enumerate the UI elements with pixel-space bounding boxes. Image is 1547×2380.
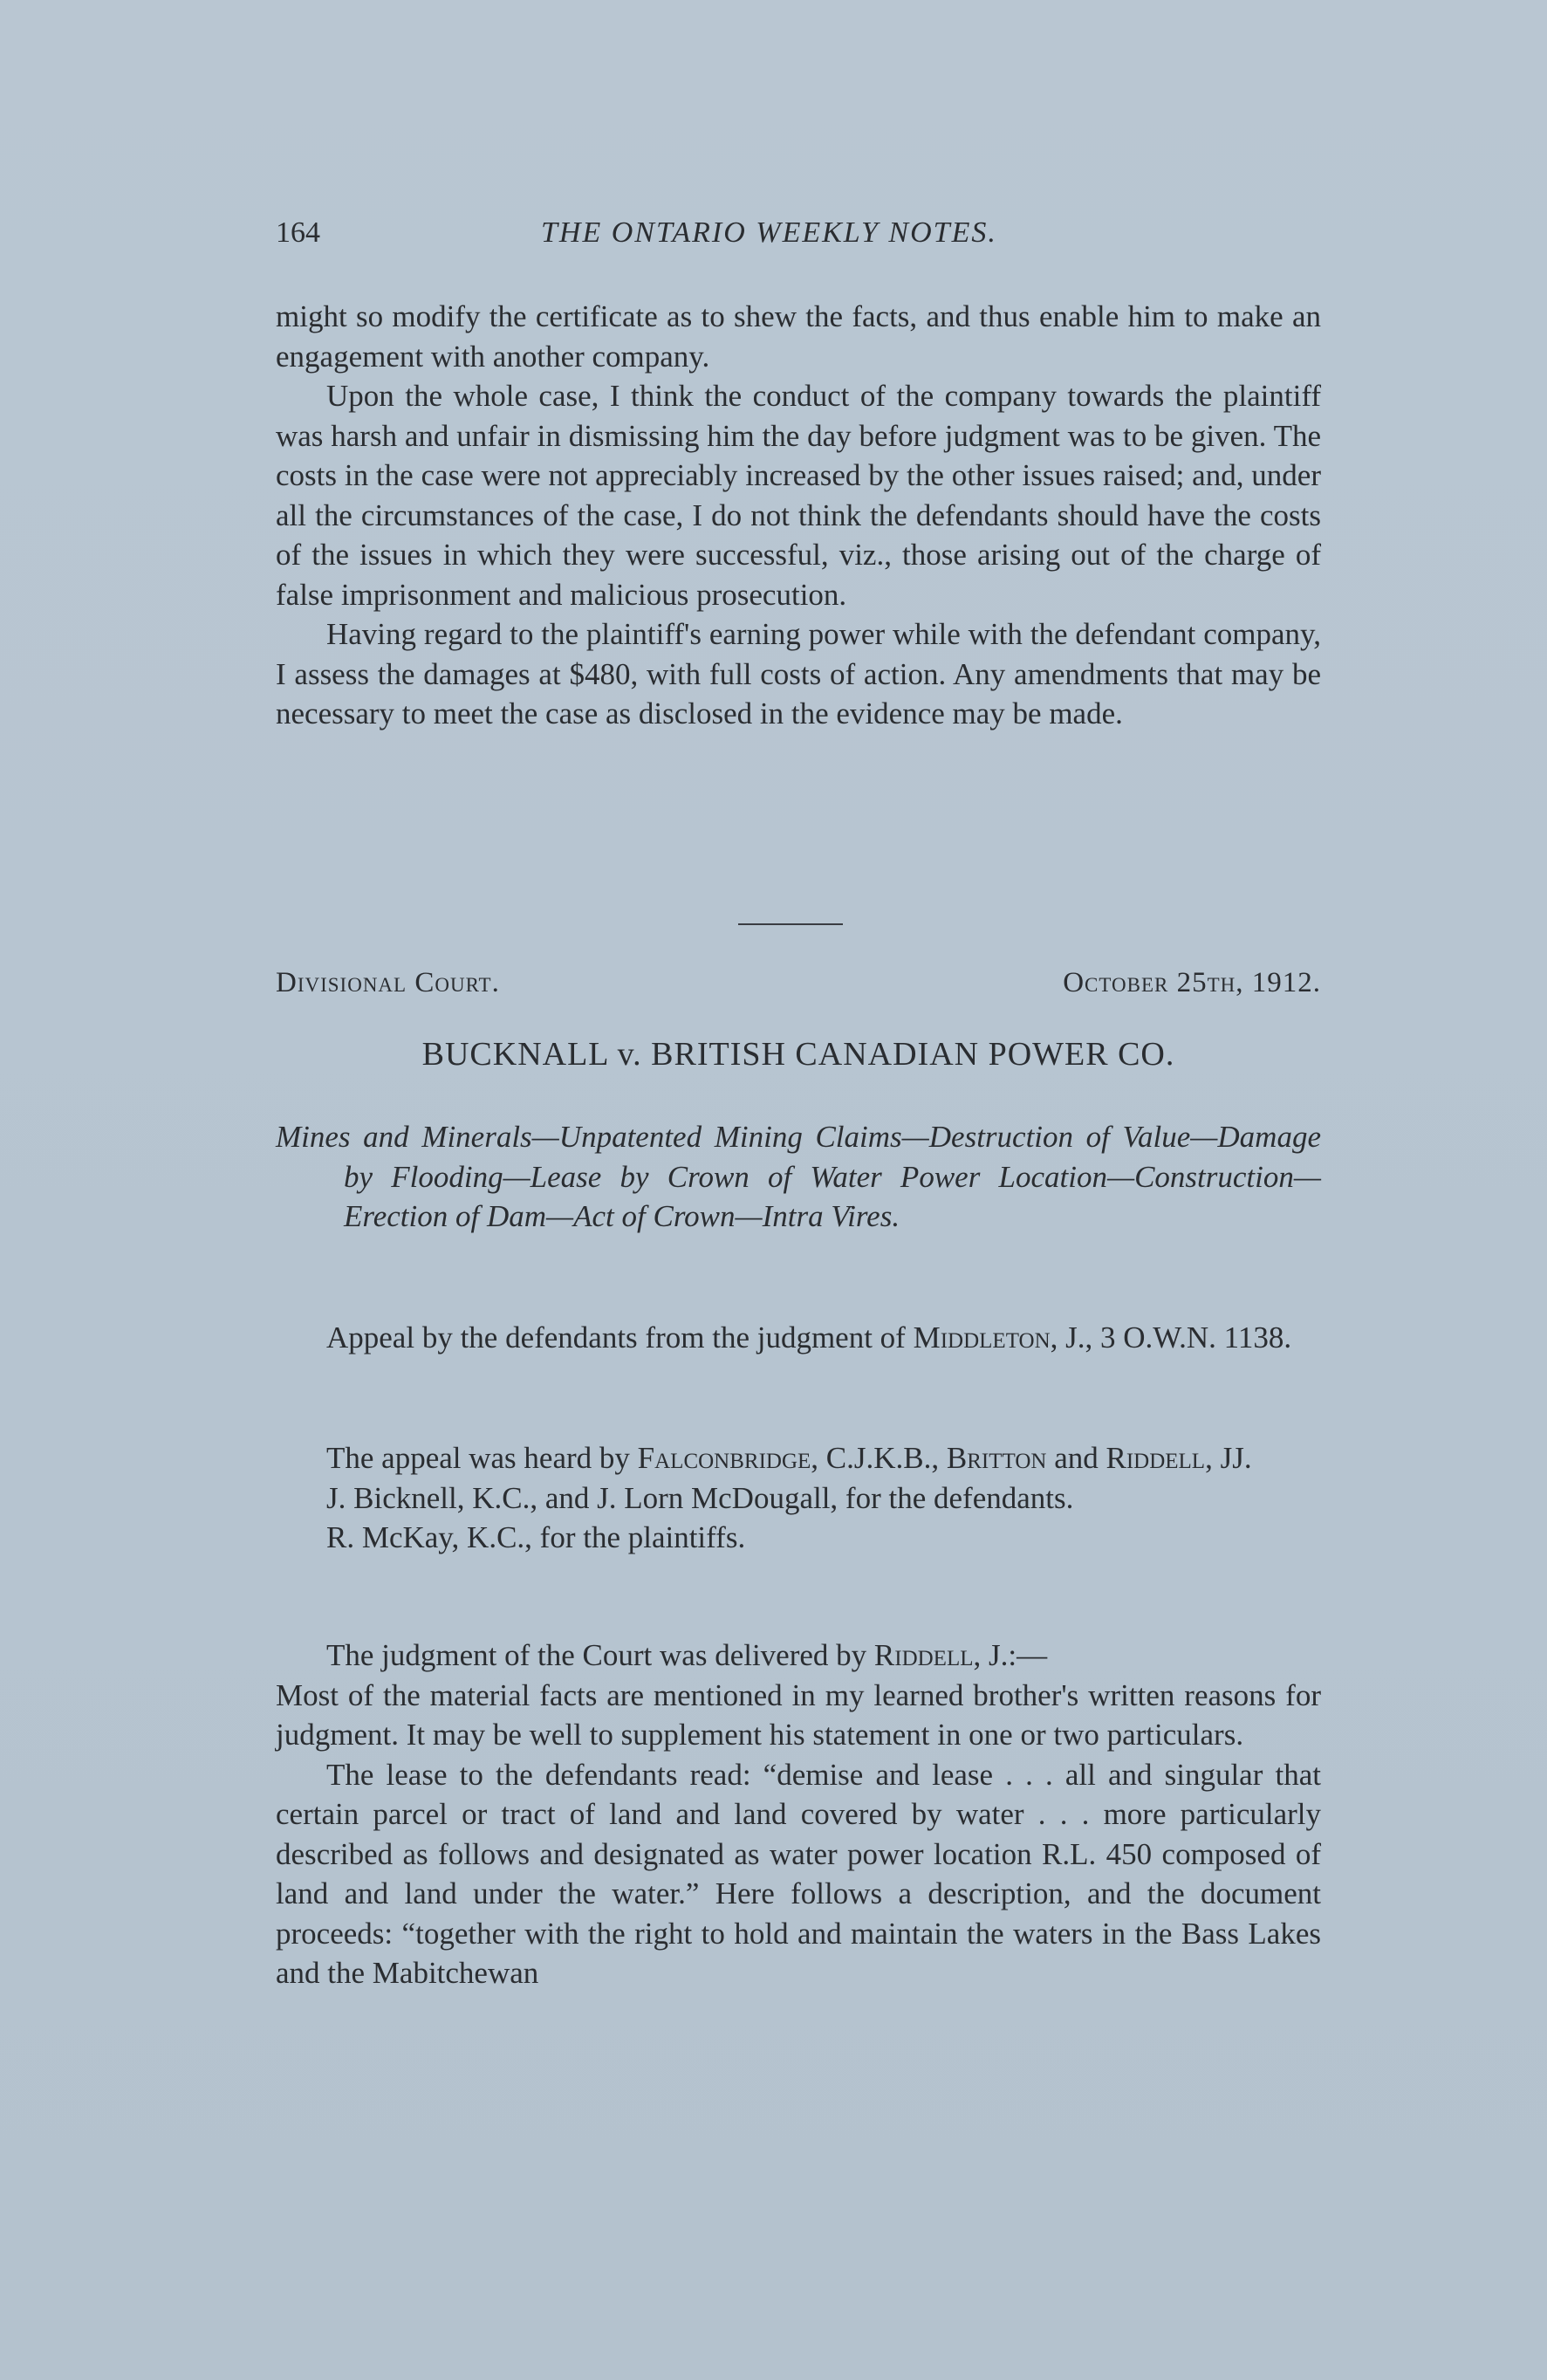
paragraph-costs: Upon the whole case, I think the conduct of the company towards the plaintiff was harsh and unfair in dismissing him the day before judgment was to be given. The costs in the case were not appreciably increased by the other issues raised; and, under all the circumstances of the case, I do not think the defendants should have the costs of the issues in which they were successful, viz., those arising out of the charge of false imprisonment and malicious prosecution. [276, 379, 1321, 612]
section-divider [738, 923, 843, 925]
appeal-section [276, 1318, 1321, 1358]
judge-name: Middleton, [913, 1320, 1058, 1355]
court-name: Divisional Court. [276, 967, 500, 998]
judgment-intro: The judgment of the Court was delivered by Riddell, J.:— [326, 1638, 1048, 1672]
body-top [276, 297, 1321, 734]
judgment-paragraph-2: The lease to the defendants read: “demise and lease . . . all and singular that certain parcel or tract of land and land covered by water . . . more particularly described as follows and designated as water power location R.L. 450 composed of land and land under the water.” Here follows a description, and the document proceeds: “together with the right to hold and maintain the waters in the Bass Lakes and the Mabitchewan [276, 1757, 1321, 1990]
judgment-section [276, 1636, 1321, 1993]
judgment-paragraph-1: Most of the material facts are mentioned in my learned brother's written reasons for judgment. It may be well to supplement his statement in one or two particulars. [276, 1677, 1321, 1752]
page-header [276, 216, 1321, 260]
headnote [276, 1117, 1321, 1237]
paragraph-damages: Having regard to the plaintiff's earning power while with the defendant company, I assess the damages at $480, with full costs of action. Any amendments that may be necessary to meet the case as disclosed in the evidence may be made. [276, 617, 1321, 730]
running-title: THE ONTARIO WEEKLY NOTES. [541, 216, 997, 249]
paragraph-continuation: might so modify the certificate as to shew the facts, and thus enable him to make an engagement with another company. [276, 299, 1321, 374]
counsel-plaintiffs: R. McKay, K.C., for the plaintiffs. [326, 1520, 746, 1554]
headnote-text: Mines and Minerals—Unpatented Mining Claims—Destruction of Value—Damage by Flooding—Lease by Crown of Water Power Location—Construction—Erection of Dam—Act of Crown—Intra Vires. [276, 1120, 1321, 1233]
hearing-section [276, 1438, 1321, 1558]
decision-date: October 25th, 1912. [1063, 967, 1321, 998]
appeal-paragraph: Appeal by the defendants from the judgment of Middleton, J., 3 O.W.N. 1138. [326, 1320, 1292, 1355]
hearing-paragraph: The appeal was heard by Falconbridge, C.J.K.B., Britton and Riddell, JJ. [326, 1441, 1252, 1475]
counsel-defendants: J. Bicknell, K.C., and J. Lorn McDougall, for the defendants. [326, 1480, 1074, 1515]
page-number: 164 [276, 216, 320, 249]
case-title: BUCKNALL v. BRITISH CANADIAN POWER CO. [421, 1036, 1175, 1073]
